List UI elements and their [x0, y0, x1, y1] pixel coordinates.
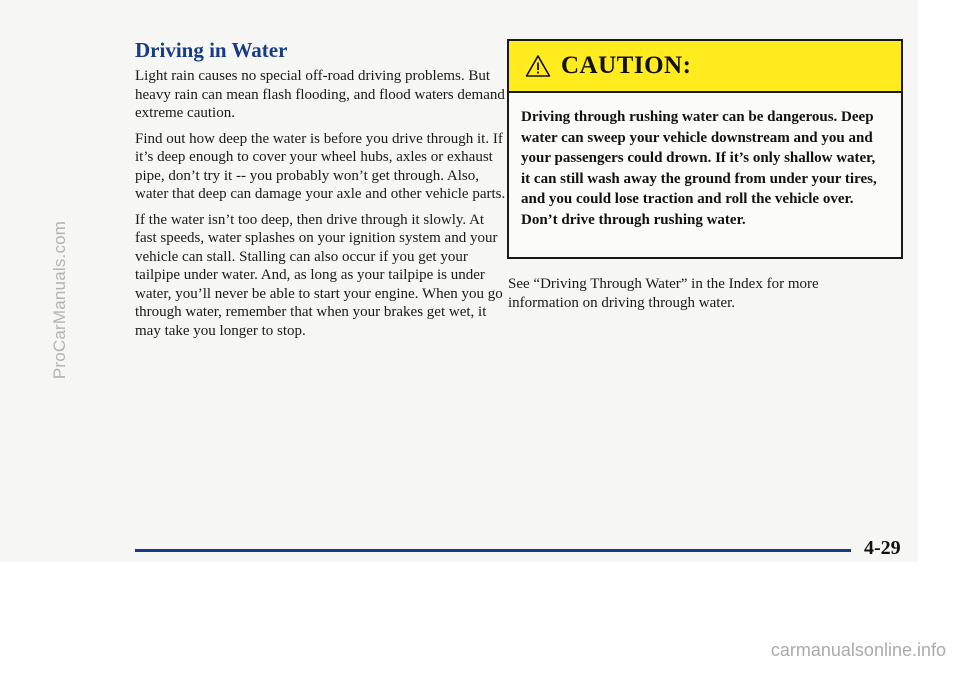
caution-box	[507, 39, 903, 259]
caution-header	[509, 41, 901, 93]
left-column	[135, 67, 507, 347]
bottom-watermark: carmanualsonline.info	[770, 640, 946, 660]
paragraph: If the water isn’t too deep, then drive through it slowly. At fast speeds, water splashes on your ignition system and your vehicle can stall. Stalling can also occur if you get your tailpipe under water. And, as long as your tailpipe is under water, you’ll never be able to start your engine. When you go through water, remember that when your brakes get wet, it may take you longer to stop.	[135, 211, 503, 339]
footer-rule	[135, 549, 851, 552]
see-also-text: See “Driving Through Water” in the Index for more information on driving through water.	[508, 276, 819, 311]
page-number: 4-29	[864, 537, 901, 559]
side-watermark: ProCarManuals.com	[50, 220, 69, 380]
section-title: Driving in Water	[135, 38, 288, 62]
paragraph: Light rain causes no special off-road driving problems. But heavy rain can mean flash flooding, and flood waters demand extreme caution.	[135, 68, 505, 121]
caution-text: Driving through rushing water can be dangerous. Deep water can sweep your vehicle downstream and you and your passengers could drown. If it’s only shallow water, it can still wash away the ground from under your tires, and you could lose traction and roll the vehicle over. Don’t drive through rushing water.	[521, 109, 877, 228]
caution-title: CAUTION:	[561, 52, 692, 79]
warning-triangle-icon	[525, 54, 551, 78]
paragraph: Find out how deep the water is before you drive through it. If it’s deep enough to cover your wheel hubs, axles or exhaust pipe, don’t try it -- you probably won’t get through. Also, water that deep can damage your axle and other vehicle parts.	[135, 130, 506, 202]
